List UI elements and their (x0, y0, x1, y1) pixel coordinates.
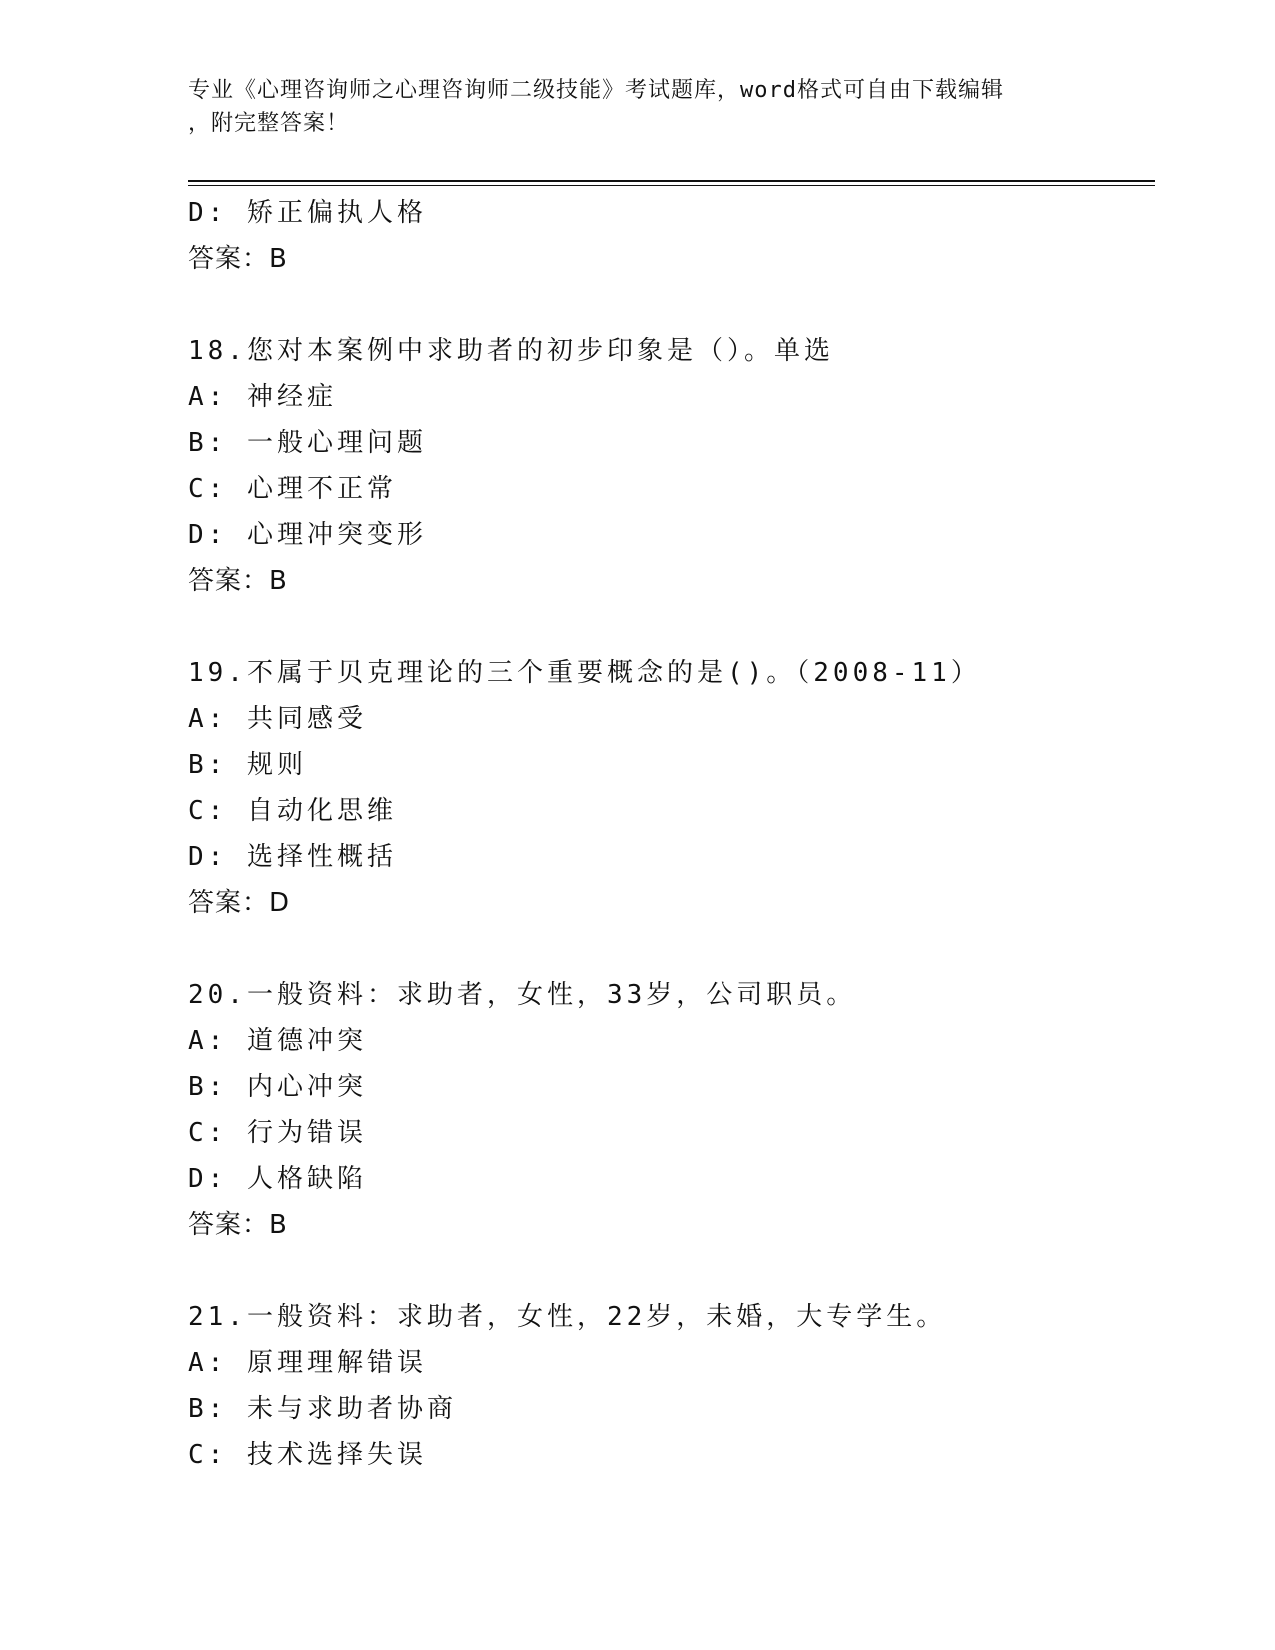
answer-line: 答案：B (188, 566, 288, 596)
question-stem: 19.不属于贝克理论的三个重要概念的是()。（2008-11） (188, 658, 981, 688)
question-block-18 (188, 328, 1148, 604)
question-list (188, 190, 1148, 1478)
option-a: A: 共同感受 (188, 704, 367, 734)
option-b: B: 未与求助者协商 (188, 1394, 457, 1424)
answer-line: 答案：D (188, 888, 291, 918)
header-line-2: ，附完整答案！ (188, 111, 350, 136)
header-line-1: 专业《心理咨询师之心理咨询师二级技能》考试题库，word格式可自由下载编辑 (188, 78, 1004, 103)
option-a: A: 原理理解错误 (188, 1348, 427, 1378)
option-d: D: 矫正偏执人格 (188, 198, 427, 228)
option-b: B: 规则 (188, 750, 307, 780)
option-b: B: 内心冲突 (188, 1072, 367, 1102)
question-stem: 21.一般资料：求助者，女性，22岁，未婚，大专学生。 (188, 1302, 947, 1332)
option-c: C: 心理不正常 (188, 474, 397, 504)
question-block-20 (188, 972, 1148, 1248)
answer-line: 答案：B (188, 244, 288, 274)
option-c: C: 自动化思维 (188, 796, 397, 826)
option-c: C: 技术选择失误 (188, 1440, 427, 1470)
header-divider-thick (188, 180, 1155, 182)
option-d: D: 人格缺陷 (188, 1164, 367, 1194)
answer-line: 答案：B (188, 1210, 288, 1240)
option-c: C: 行为错误 (188, 1118, 367, 1148)
option-d: D: 心理冲突变形 (188, 520, 427, 550)
question-block-17 (188, 190, 1148, 282)
header-divider-thin (188, 185, 1155, 186)
question-stem: 18.您对本案例中求助者的初步印象是（）。单选 (188, 336, 834, 366)
option-a: A: 神经症 (188, 382, 337, 412)
question-block-21 (188, 1294, 1148, 1478)
option-d: D: 选择性概括 (188, 842, 397, 872)
option-a: A: 道德冲突 (188, 1026, 367, 1056)
option-b: B: 一般心理问题 (188, 428, 427, 458)
question-block-19 (188, 650, 1148, 926)
question-stem: 20.一般资料：求助者，女性，33岁，公司职员。 (188, 980, 857, 1010)
document-header (188, 74, 1088, 140)
